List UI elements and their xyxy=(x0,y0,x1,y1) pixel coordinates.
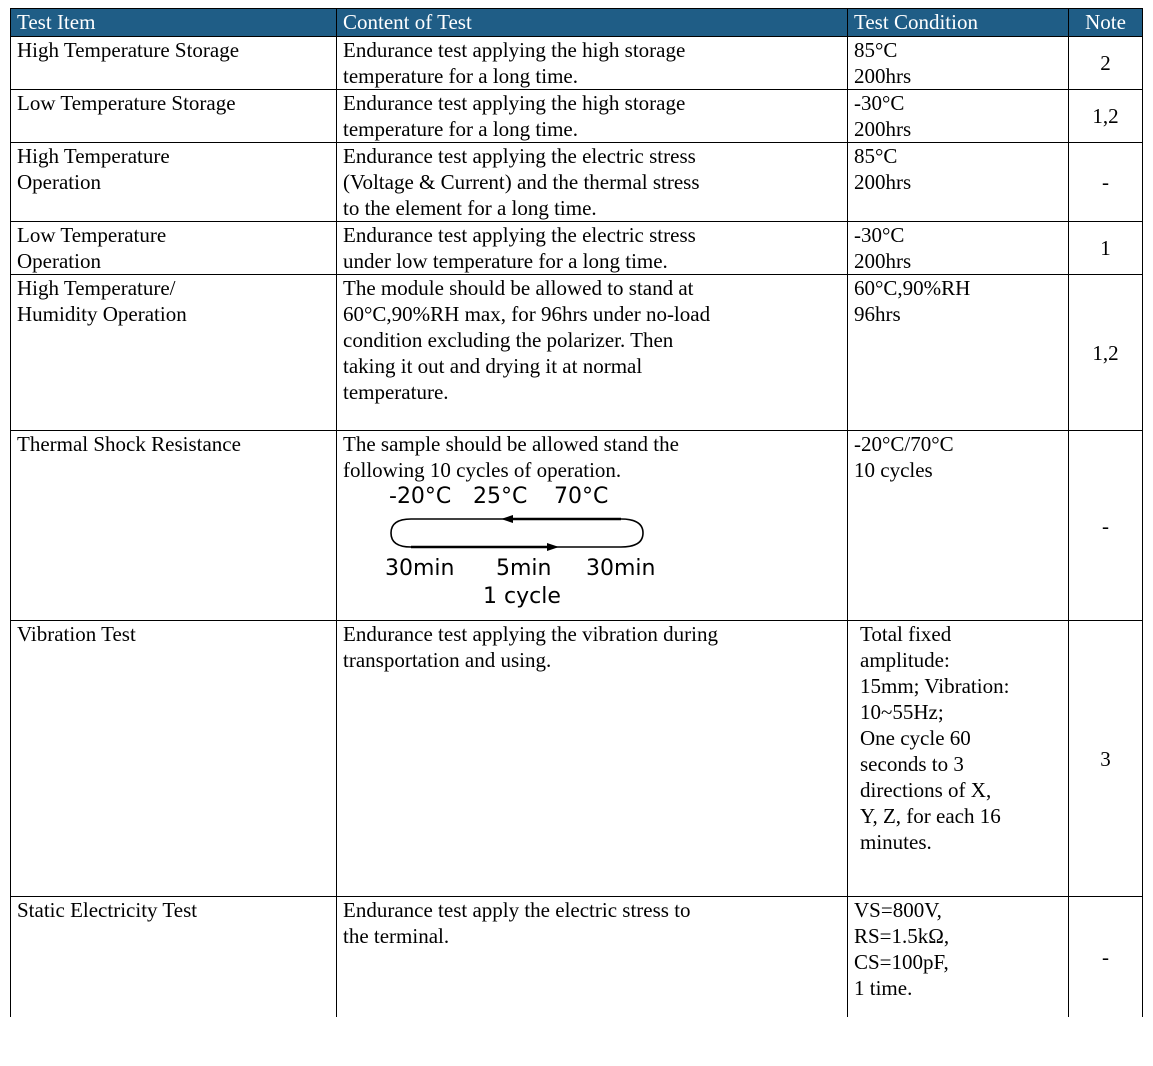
condition-text: CS=100pF, xyxy=(854,950,949,974)
content-text: temperature for a long time. xyxy=(343,117,578,141)
thermal-cycle-diagram xyxy=(343,484,841,609)
content-text: Endurance test applying the electric stress xyxy=(343,223,696,247)
table-row xyxy=(11,222,1143,275)
content-text: temperature. xyxy=(343,380,449,404)
content-text: transportation and using. xyxy=(343,648,552,672)
content-cell xyxy=(337,897,848,1017)
cycle-temp-low: -20°C xyxy=(389,484,452,509)
test-item-cell xyxy=(11,90,337,143)
condition-text: 85°C xyxy=(854,38,898,62)
cycle-label: 1 cycle xyxy=(483,584,561,609)
cycle-temp-high: 70°C xyxy=(554,484,609,509)
test-item-text: High Temperature Storage xyxy=(17,38,240,62)
content-text: temperature for a long time. xyxy=(343,64,578,88)
content-text: Endurance test applying the vibration during xyxy=(343,622,718,646)
condition-text: 200hrs xyxy=(854,249,912,273)
note-cell: - xyxy=(1069,431,1143,621)
content-text: under low temperature for a long time. xyxy=(343,249,668,273)
content-text: condition excluding the polarizer. Then xyxy=(343,328,674,352)
header-test-item: Test Item xyxy=(11,9,337,37)
content-cell xyxy=(337,90,848,143)
content-text: Endurance test applying the electric stress xyxy=(343,144,696,168)
note-cell: 2 xyxy=(1069,37,1143,90)
test-item-text: Humidity Operation xyxy=(17,302,187,326)
condition-text: 1 time. xyxy=(854,976,913,1000)
table-row xyxy=(11,90,1143,143)
reliability-test-table xyxy=(10,8,1143,1017)
condition-cell xyxy=(848,897,1069,1017)
note-cell: 1,2 xyxy=(1069,275,1143,431)
table-row xyxy=(11,37,1143,90)
content-text: following 10 cycles of operation. xyxy=(343,458,622,482)
condition-text: seconds to 3 xyxy=(860,752,964,776)
content-text: the terminal. xyxy=(343,924,450,948)
content-cell xyxy=(337,37,848,90)
condition-text: -20°C/70°C xyxy=(854,432,954,456)
condition-text: amplitude: xyxy=(860,648,950,672)
condition-text: 200hrs xyxy=(854,170,912,194)
condition-text: 10~55Hz; xyxy=(860,700,944,724)
test-item-cell xyxy=(11,222,337,275)
condition-text: 200hrs xyxy=(854,117,912,141)
content-cell xyxy=(337,143,848,222)
cycle-time-mid: 5min xyxy=(496,556,552,581)
cycle-time-low: 30min xyxy=(385,556,455,581)
header-test-condition: Test Condition xyxy=(848,9,1069,37)
condition-text: minutes. xyxy=(860,830,932,854)
content-text: Endurance test applying the high storage xyxy=(343,38,686,62)
test-item-text: Operation xyxy=(17,249,101,273)
condition-text: 60°C,90%RH xyxy=(854,276,971,300)
content-text: to the element for a long time. xyxy=(343,196,597,220)
test-item-text: High Temperature xyxy=(17,144,170,168)
condition-text: directions of X, xyxy=(860,778,992,802)
content-text: The module should be allowed to stand at xyxy=(343,276,694,300)
condition-text: -30°C xyxy=(854,91,905,115)
header-content-of-test: Content of Test xyxy=(337,9,848,37)
note-cell: - xyxy=(1069,143,1143,222)
table-row xyxy=(11,275,1143,431)
note-cell: - xyxy=(1069,897,1143,1017)
test-item-text: Low Temperature Storage xyxy=(17,91,236,115)
test-item-cell xyxy=(11,431,337,621)
content-cell xyxy=(337,275,848,431)
content-text: (Voltage & Current) and the thermal stress xyxy=(343,170,700,194)
condition-text: Y, Z, for each 16 xyxy=(860,804,1001,828)
test-item-text: Operation xyxy=(17,170,101,194)
content-cell xyxy=(337,431,848,621)
table-row xyxy=(11,431,1143,621)
content-text: Endurance test applying the high storage xyxy=(343,91,686,115)
condition-text: 96hrs xyxy=(854,302,901,326)
note-cell: 3 xyxy=(1069,621,1143,897)
header-row xyxy=(11,9,1143,37)
condition-text: RS=1.5kΩ, xyxy=(854,924,950,948)
table-row xyxy=(11,897,1143,1017)
condition-cell xyxy=(848,431,1069,621)
test-item-text: Low Temperature xyxy=(17,223,167,247)
header-note: Note xyxy=(1069,9,1143,37)
condition-cell xyxy=(848,37,1069,90)
condition-text: One cycle 60 xyxy=(860,726,971,750)
test-item-cell xyxy=(11,37,337,90)
condition-cell xyxy=(848,143,1069,222)
note-cell: 1 xyxy=(1069,222,1143,275)
content-text: Endurance test apply the electric stress to xyxy=(343,898,691,922)
condition-text: 10 cycles xyxy=(854,458,933,482)
test-item-cell xyxy=(11,621,337,897)
test-item-cell xyxy=(11,275,337,431)
condition-cell xyxy=(848,275,1069,431)
cycle-loop-arrows-icon xyxy=(389,515,659,557)
condition-cell xyxy=(848,90,1069,143)
content-cell xyxy=(337,222,848,275)
condition-text: Total fixed xyxy=(860,622,952,646)
condition-cell xyxy=(848,222,1069,275)
condition-text: VS=800V, xyxy=(854,898,942,922)
condition-text: 85°C xyxy=(854,144,898,168)
condition-text: 200hrs xyxy=(854,64,912,88)
test-item-text: High Temperature/ xyxy=(17,276,176,300)
condition-text: -30°C xyxy=(854,223,905,247)
test-item-text: Thermal Shock Resistance xyxy=(17,432,241,456)
test-item-cell xyxy=(11,897,337,1017)
test-item-text: Static Electricity Test xyxy=(17,898,198,922)
test-item-text: Vibration Test xyxy=(17,622,136,646)
content-text: taking it out and drying it at normal xyxy=(343,354,643,378)
table-row xyxy=(11,621,1143,897)
content-text: 60°C,90%RH max, for 96hrs under no-load xyxy=(343,302,711,326)
cycle-temp-mid: 25°C xyxy=(473,484,528,509)
content-cell xyxy=(337,621,848,897)
cycle-time-high: 30min xyxy=(586,556,656,581)
content-text: The sample should be allowed stand the xyxy=(343,432,679,456)
test-item-cell xyxy=(11,143,337,222)
condition-text: 15mm; Vibration: xyxy=(860,674,1010,698)
note-cell: 1,2 xyxy=(1069,90,1143,143)
table-row xyxy=(11,143,1143,222)
condition-cell xyxy=(848,621,1069,897)
